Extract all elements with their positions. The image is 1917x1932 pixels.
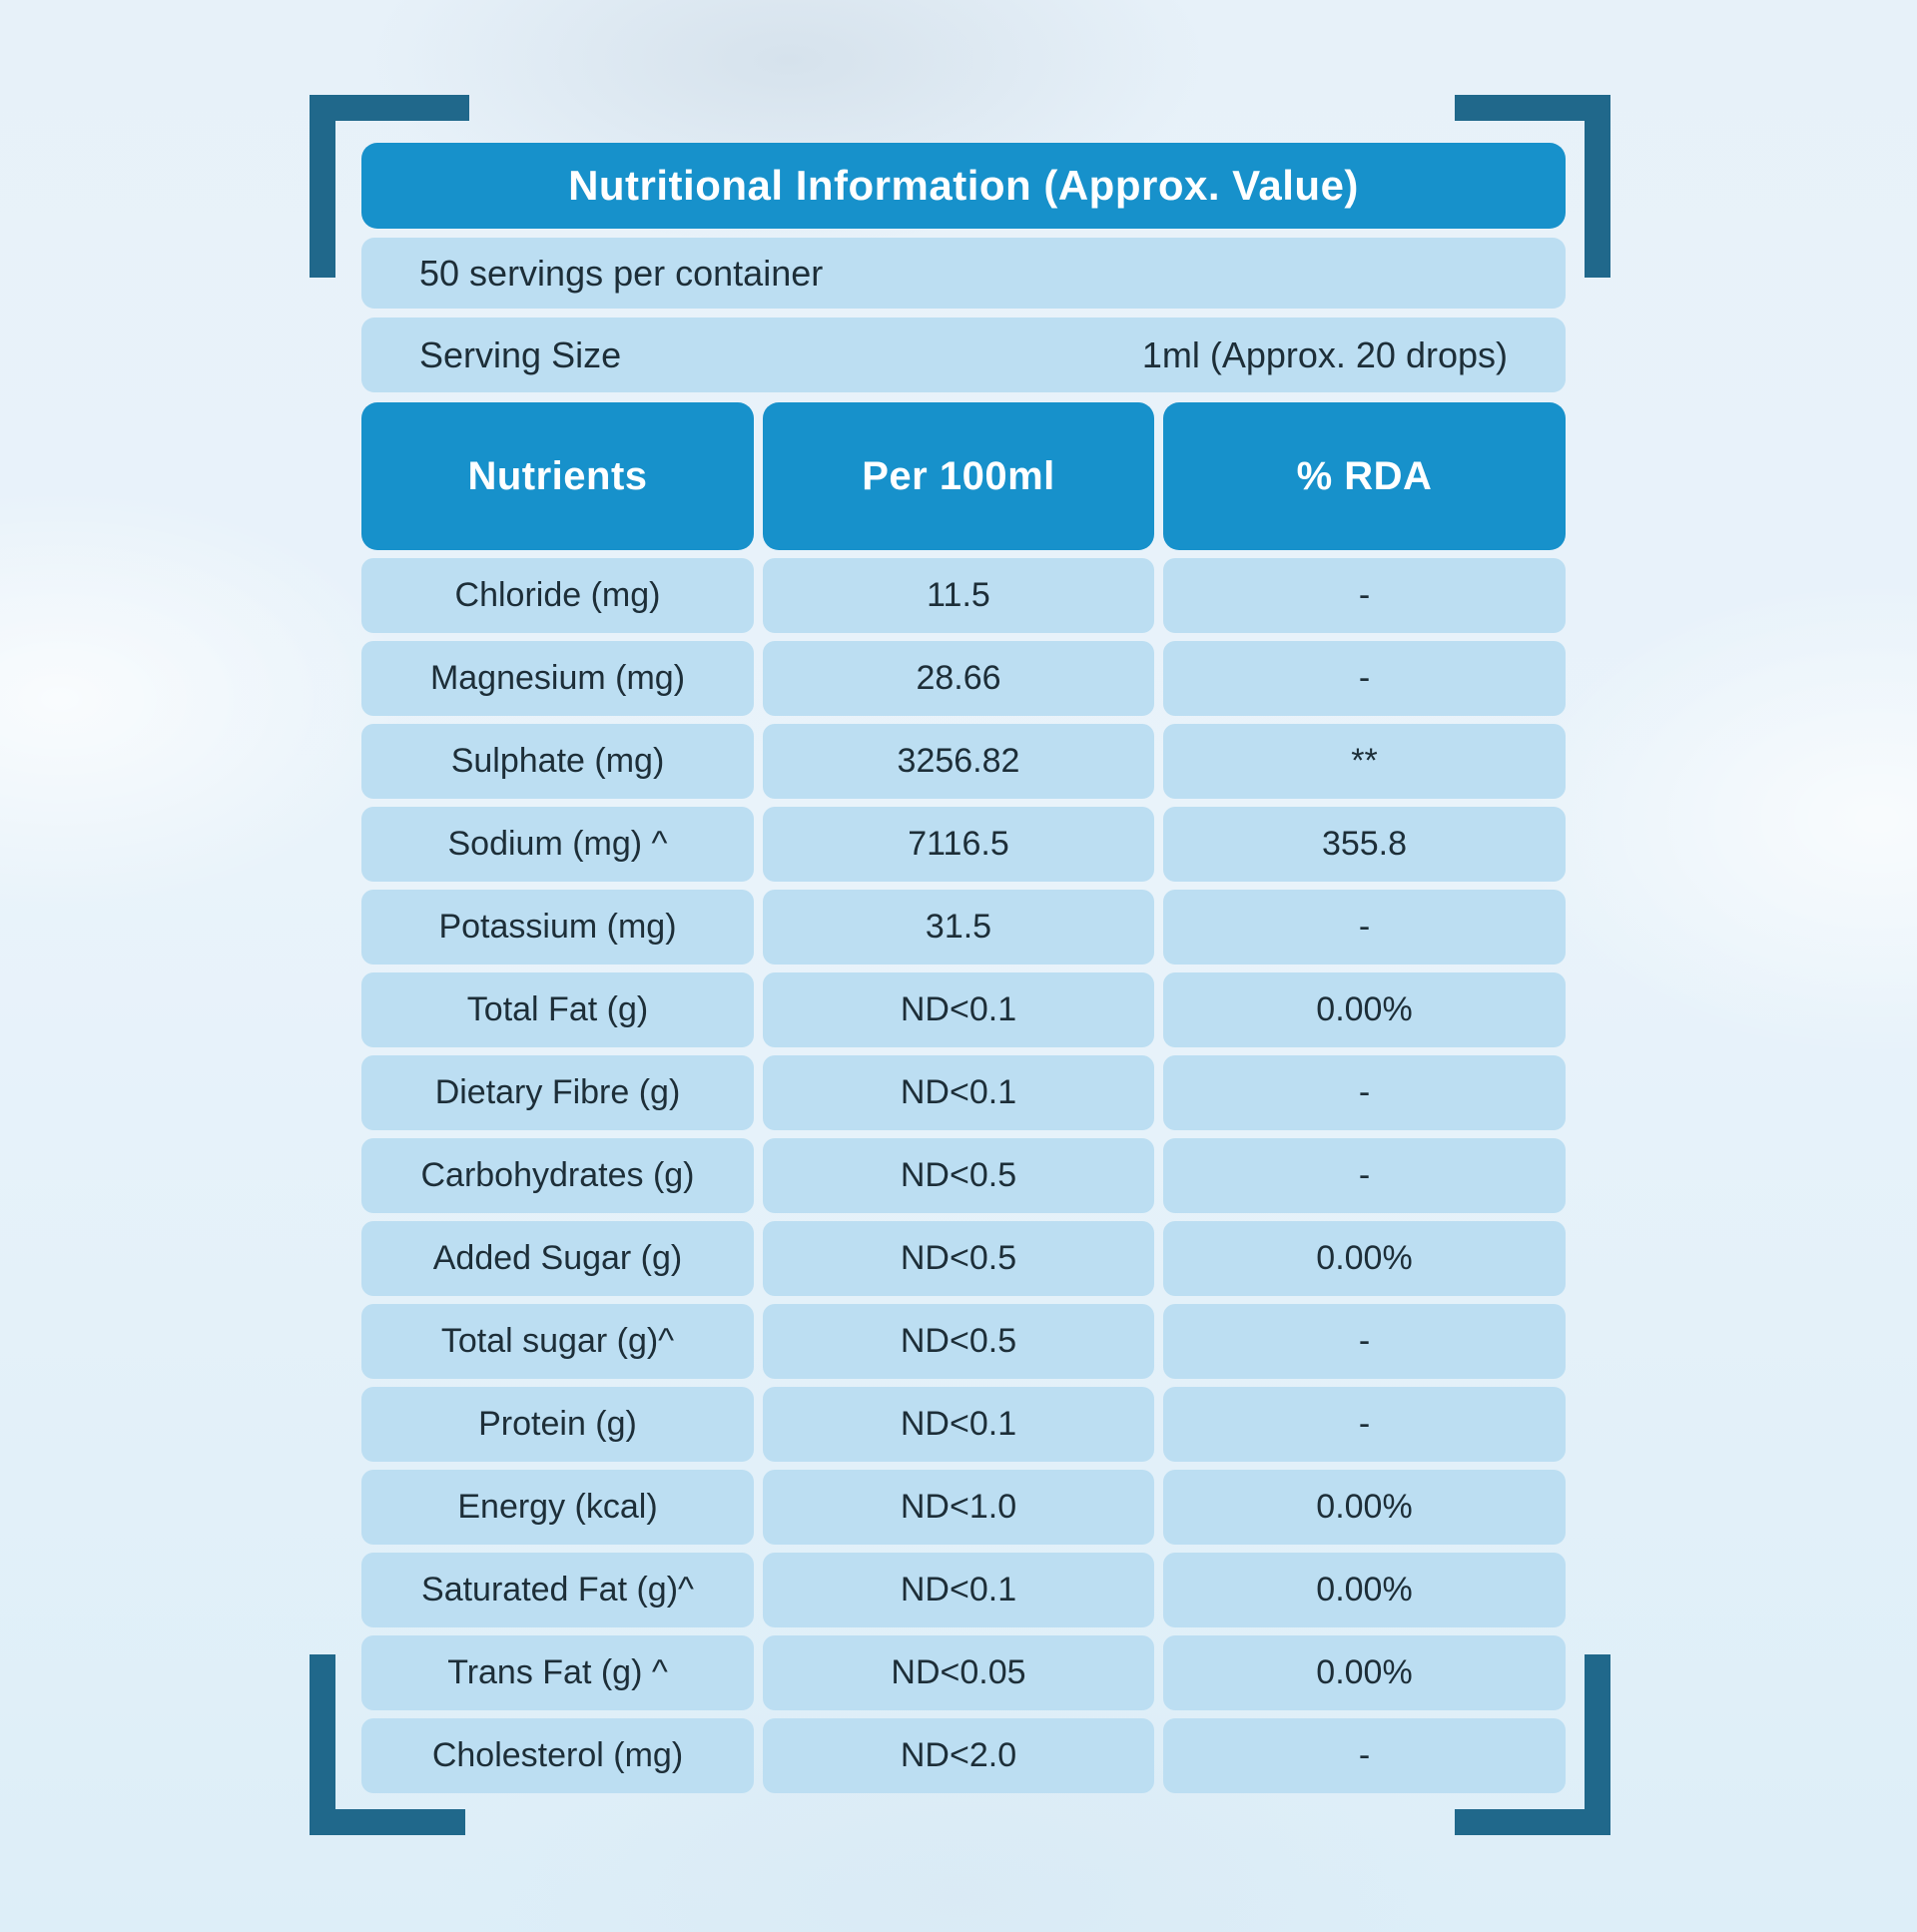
per-100ml-value-cell: ND<2.0 [763,1718,1154,1793]
rda-value-cell: 0.00% [1163,1553,1566,1627]
nutrient-name-cell: Energy (kcal) [361,1470,754,1545]
per-100ml-value-cell: ND<0.1 [763,972,1154,1047]
nutrient-name-cell: Protein (g) [361,1387,754,1462]
nutrient-name-cell: Dietary Fibre (g) [361,1055,754,1130]
per-100ml-value-cell: ND<1.0 [763,1470,1154,1545]
nutrient-name-cell: Potassium (mg) [361,890,754,965]
rda-value-cell: - [1163,1304,1566,1379]
table-title-bar [361,143,1566,229]
column-header-rda: % RDA [1163,402,1566,550]
serving-size-row [361,318,1566,392]
rda-value-cell: - [1163,641,1566,716]
rda-value-cell: - [1163,1055,1566,1130]
rda-value-cell: ** [1163,724,1566,799]
nutrient-name-cell: Saturated Fat (g)^ [361,1553,754,1627]
servings-per-container-row [361,238,1566,309]
nutrient-name-cell: Total Fat (g) [361,972,754,1047]
rda-value-cell: 0.00% [1163,1470,1566,1545]
nutrient-name-cell: Sulphate (mg) [361,724,754,799]
per-100ml-value-cell: 28.66 [763,641,1154,716]
table-title: Nutritional Information (Approx. Value) [568,162,1359,209]
nutrient-name-cell: Trans Fat (g) ^ [361,1635,754,1710]
per-100ml-value-cell: ND<0.05 [763,1635,1154,1710]
nutrient-name-cell: Magnesium (mg) [361,641,754,716]
nutrient-name-cell: Added Sugar (g) [361,1221,754,1296]
rda-value-cell: - [1163,1718,1566,1793]
nutrition-grid [361,402,1566,1793]
rda-value-cell: 0.00% [1163,972,1566,1047]
nutrient-name-cell: Cholesterol (mg) [361,1718,754,1793]
per-100ml-value-cell: ND<0.1 [763,1387,1154,1462]
column-header-nutrients: Nutrients [361,402,754,550]
rda-value-cell: - [1163,558,1566,633]
nutrition-table [361,143,1566,1793]
per-100ml-value-cell: 3256.82 [763,724,1154,799]
column-header-per-100ml: Per 100ml [763,402,1154,550]
per-100ml-value-cell: ND<0.5 [763,1221,1154,1296]
rda-value-cell: - [1163,1387,1566,1462]
servings-per-container-text: 50 servings per container [419,252,824,294]
per-100ml-value-cell: 7116.5 [763,807,1154,882]
nutrient-name-cell: Total sugar (g)^ [361,1304,754,1379]
per-100ml-value-cell: 11.5 [763,558,1154,633]
serving-size-label: Serving Size [419,333,622,375]
per-100ml-value-cell: ND<0.1 [763,1055,1154,1130]
rda-value-cell: 355.8 [1163,807,1566,882]
per-100ml-value-cell: ND<0.1 [763,1553,1154,1627]
per-100ml-value-cell: 31.5 [763,890,1154,965]
rda-value-cell: 0.00% [1163,1635,1566,1710]
per-100ml-value-cell: ND<0.5 [763,1138,1154,1213]
rda-value-cell: - [1163,1138,1566,1213]
nutrient-name-cell: Sodium (mg) ^ [361,807,754,882]
nutrient-name-cell: Carbohydrates (g) [361,1138,754,1213]
serving-size-value: 1ml (Approx. 20 drops) [1141,333,1508,375]
rda-value-cell: - [1163,890,1566,965]
per-100ml-value-cell: ND<0.5 [763,1304,1154,1379]
nutrient-name-cell: Chloride (mg) [361,558,754,633]
rda-value-cell: 0.00% [1163,1221,1566,1296]
